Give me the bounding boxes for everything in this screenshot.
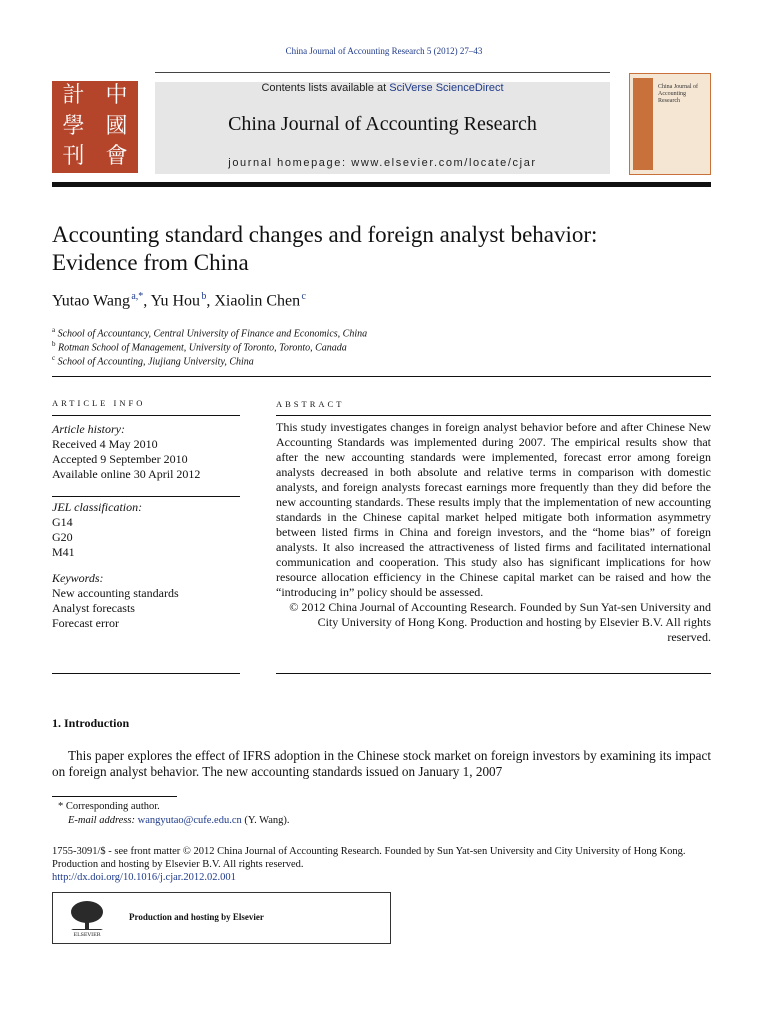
info-rule — [52, 415, 240, 416]
info-rule — [52, 673, 240, 674]
elsevier-wordmark: ELSEVIER — [73, 932, 101, 937]
received-date: Received 4 May 2010 — [52, 437, 158, 451]
affil-text: School of Accountancy, Central University of Finance and Economics, China — [57, 328, 368, 340]
email-label: E-mail address: — [68, 815, 138, 826]
abstract-rule — [276, 673, 711, 674]
elsevier-tree-icon — [67, 899, 107, 937]
abstract-text: This study investigates changes in foreign analyst behavior before and after Chinese New Accounting Standards was implemented during 2007. The empirical results show that after the new accounting standards were implemented, forecast error among foreign analysts decreased in both absolute and relative terms in comparison with domestic analysts, and foreign analysts forecast earnings more frequently than they did before the new accounting standards. These results imply that the implementation of new accounting standards in the Chinese capital market helped mitigate both information asymmetry between listed firms in China and foreign investors, and the “home bias” of foreign analysts. It also increased the attractiveness of listed firms and facilitated international communication and cooperation. This study also has significant implications for how resource allocation efficiency in the Chinese capital market can be raised and how the “introducing in” policy should be assessed. — [276, 420, 711, 599]
author-affil-link[interactable]: c — [301, 291, 306, 302]
affil-mark: b — [52, 340, 56, 348]
keyword: Forecast error — [52, 616, 119, 630]
keyword: Analyst forecasts — [52, 601, 135, 615]
cover-strip — [633, 78, 653, 170]
author-name: Yu Hou — [150, 292, 201, 310]
jel-code: M41 — [52, 545, 75, 559]
history-heading: Article history: — [52, 422, 125, 436]
email-suffix: (Y. Wang). — [241, 815, 290, 826]
keywords — [52, 571, 240, 631]
article-history — [52, 422, 240, 482]
doi-link[interactable]: http://dx.doi.org/10.1016/j.cjar.2012.02.001 — [52, 872, 236, 883]
society-logo — [52, 81, 138, 173]
online-date: Available online 30 April 2012 — [52, 467, 201, 481]
journal-citation[interactable]: China Journal of Accounting Research 5 (2012) 27–43 — [285, 46, 483, 56]
author-separator: , — [206, 292, 215, 310]
author-separator: , — [143, 292, 151, 310]
jel-classification — [52, 500, 240, 560]
keywords-heading: Keywords: — [52, 571, 104, 585]
email-link[interactable]: wangyutao@cufe.edu.cn — [137, 815, 242, 826]
sciverse-link[interactable]: SciVerse ScienceDirect — [389, 82, 504, 94]
logo-char: 計 — [62, 83, 85, 108]
logo-char: 刊 — [62, 144, 85, 170]
paper-title-line: Accounting standard changes and foreign analyst behavior: — [52, 222, 598, 247]
affiliation — [52, 340, 347, 353]
accepted-date: Accepted 9 September 2010 — [52, 452, 188, 466]
article-info-label: ARTICLE INFO — [52, 398, 146, 408]
contents-prefix: Contents lists available at — [261, 82, 390, 94]
info-rule — [52, 496, 240, 497]
author-list — [52, 291, 306, 310]
header-thick-rule — [52, 182, 711, 187]
jel-heading: JEL classification: — [52, 500, 143, 514]
keyword: New accounting standards — [52, 586, 179, 600]
homepage-link[interactable]: www.elsevier.com/locate/cjar — [351, 157, 537, 169]
logo-char: 學 — [62, 113, 85, 139]
corresponding-note: * Corresponding author. — [58, 801, 160, 812]
affil-text: Rotman School of Management, University of Toronto, Toronto, Canada — [58, 342, 347, 354]
email-note — [68, 815, 290, 826]
author-name: Yutao Wang — [52, 292, 130, 310]
footnote-rule — [52, 796, 177, 797]
intro-heading: 1. Introduction — [52, 716, 130, 730]
paper-title — [52, 221, 732, 277]
elsevier-box — [52, 892, 391, 944]
abstract-body — [276, 420, 711, 645]
header-top-rule — [155, 72, 610, 73]
front-matter — [52, 845, 711, 884]
abstract-label: ABSTRACT — [276, 399, 345, 409]
logo-char: 會 — [105, 144, 128, 170]
journal-cover-thumbnail — [629, 73, 711, 175]
affiliation — [52, 326, 367, 339]
affil-text: School of Accounting, Jiujiang University, China — [57, 356, 254, 368]
jel-code: G20 — [52, 530, 73, 544]
intro-paragraph: This paper explores the effect of IFRS adoption in the Chinese stock market on foreign investors by examining its impact on foreign analyst behavior. The new accounting standards issued on January 1, 2007 — [52, 748, 711, 779]
section-rule — [52, 376, 711, 377]
abstract-copyright: © 2012 China Journal of Accounting Research. Founded by Sun Yat-sen University and City University of Hong Kong. Production and hosting by Elsevier B.V. All rights reserved. — [289, 600, 711, 644]
logo-char: 中 — [105, 83, 128, 108]
front-matter-text: 1755-3091/$ - see front matter © 2012 China Journal of Accounting Research. Founded by Sun Yat-sen University and City University of Hong Kong. Production and hosting by Elsevier B.V. All rights reserved. — [52, 846, 686, 870]
contents-line — [155, 82, 610, 94]
author-affil-link[interactable]: b — [201, 291, 207, 302]
affiliation — [52, 354, 254, 367]
journal-homepage — [155, 157, 610, 169]
logo-char: 國 — [105, 113, 128, 139]
affil-mark: a — [52, 326, 56, 334]
author-affil-link[interactable]: a,* — [131, 291, 144, 302]
abstract-rule — [276, 415, 711, 416]
homepage-prefix: journal homepage: — [228, 157, 352, 169]
journal-name: China Journal of Accounting Research — [228, 113, 537, 135]
jel-code: G14 — [52, 515, 73, 529]
cover-title: China Journal of Accounting Research — [658, 84, 698, 104]
author-name: Xiaolin Chen — [214, 292, 301, 310]
elsevier-hosting-text: Production and hosting by Elsevier — [129, 912, 264, 922]
affil-mark: c — [52, 354, 56, 362]
paper-title-line: Evidence from China — [52, 250, 249, 275]
